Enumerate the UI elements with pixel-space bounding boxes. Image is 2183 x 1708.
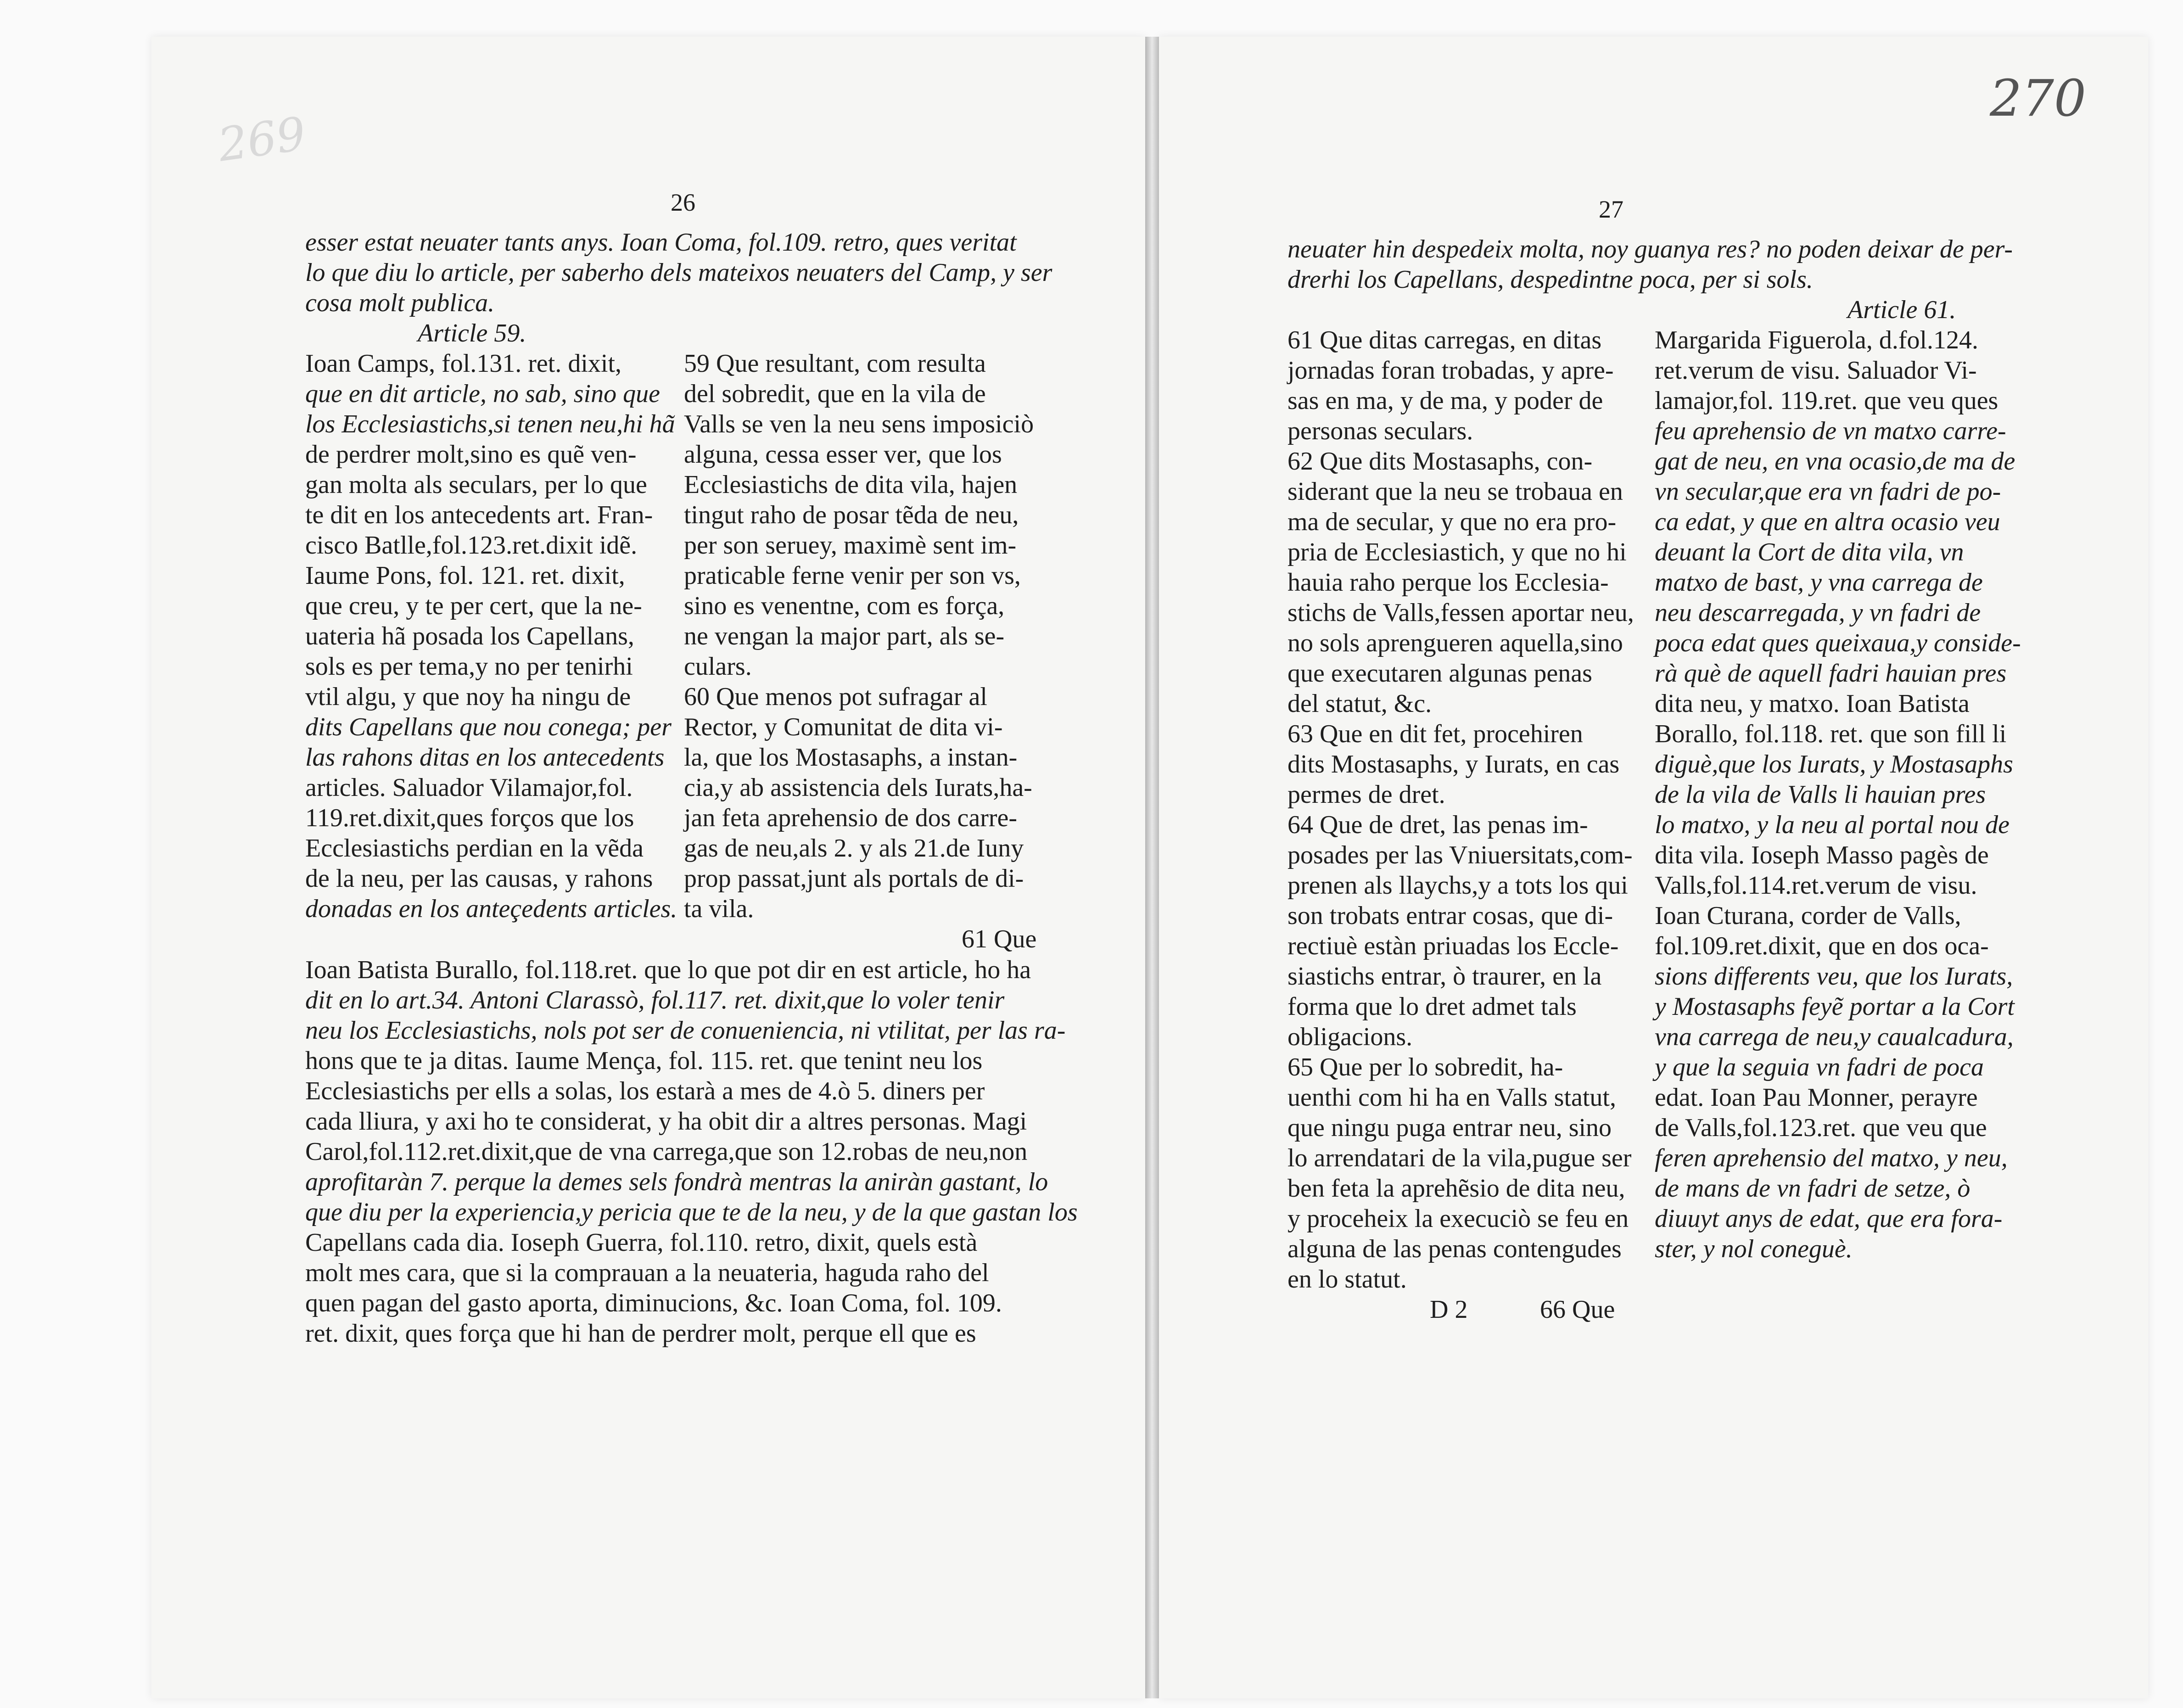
text-line: 60 Que menos pot sufragar al bbox=[684, 683, 987, 711]
text-line: y proceheix la execuciò se feu en bbox=[1287, 1204, 1629, 1233]
text-line: matxo de bast, y vna carrega de bbox=[1655, 568, 1983, 597]
text-line: diguè,que los Iurats, y Mostasaphs bbox=[1655, 750, 2013, 778]
text-line: 65 Que per lo sobredit, ha- bbox=[1287, 1053, 1563, 1081]
text-line: lo matxo, y la neu al portal nou de bbox=[1655, 811, 2010, 839]
text-line: siderant que la neu se trobaua en bbox=[1287, 477, 1623, 506]
text-line: de Valls,fol.123.ret. que veu que bbox=[1655, 1114, 1987, 1142]
text-line: y Mostasaphs feyẽ portar a la Cort bbox=[1655, 992, 2015, 1021]
text-line: vna carrega de neu,y caualcadura, bbox=[1655, 1023, 2014, 1051]
text-line: hons que te ja ditas. Iaume Mença, fol. 115. ret. que tenint neu los bbox=[305, 1047, 983, 1075]
text-line: dita vila. Ioseph Masso pagès de bbox=[1655, 841, 1989, 869]
book-gutter bbox=[1145, 37, 1159, 1698]
text-line: 64 Que de dret, las penas im- bbox=[1287, 811, 1588, 839]
text-line: cada lliura, y axi ho te considerat, y ha obit dir a altres personas. Magi bbox=[305, 1107, 1027, 1136]
text-line: uateria hã posada los Capellans, bbox=[305, 622, 634, 650]
text-line: de la vila de Valls li hauian pres bbox=[1655, 780, 1986, 809]
text-line: que executaren algunas penas bbox=[1287, 659, 1592, 688]
page-number-left: 26 bbox=[671, 189, 695, 216]
handwritten-page-number: 270 bbox=[1990, 69, 2086, 128]
text-line: que creu, y te per cert, que la ne- bbox=[305, 592, 642, 620]
text-line: Rector, y Comunitat de dita vi- bbox=[684, 713, 1003, 741]
text-line: Ioan Batista Burallo, fol.118.ret. que lo que pot dir en est article, ho ha bbox=[305, 956, 1031, 984]
text-line: Margarida Figuerola, d.fol.124. bbox=[1655, 326, 1979, 354]
text-line: rectiuè estàn priuadas los Eccle- bbox=[1287, 932, 1619, 960]
text-line: neu los Ecclesiastichs, nols pot ser de conueniencia, ni vtilitat, per las ra- bbox=[305, 1016, 1066, 1045]
text-line: posades per las Vniuersitats,com- bbox=[1287, 841, 1633, 869]
text-line: obligacions. bbox=[1287, 1023, 1413, 1051]
text-line: Ioan Cturana, corder de Valls, bbox=[1655, 902, 1961, 930]
text-line: del statut, &c. bbox=[1287, 689, 1432, 718]
text-line: 62 Que dits Mostasaphs, con- bbox=[1287, 447, 1593, 476]
text-line: drerhi los Capellans, despedintne poca, per si sols. bbox=[1287, 265, 1813, 294]
right-page bbox=[1159, 37, 2148, 1698]
text-line: gat de neu, en vna ocasio,de ma de bbox=[1655, 447, 2015, 476]
text-line: 119.ret.dixit,ques forços que los bbox=[305, 804, 634, 832]
text-line: hauia raho perque los Ecclesia- bbox=[1287, 568, 1609, 597]
text-line: Ecclesiastichs perdian en la vẽda bbox=[305, 834, 644, 862]
text-line: donadas en los anteçedents articles. bbox=[305, 895, 677, 923]
text-line: que en dit article, no sab, sino que bbox=[305, 380, 660, 408]
text-line: vn secular,que era vn fadri de po- bbox=[1655, 477, 2001, 506]
text-line: gas de neu,als 2. y als 21.de Iuny bbox=[684, 834, 1024, 862]
text-line: permes de dret. bbox=[1287, 780, 1445, 809]
text-line: que ningu puga entrar neu, sino bbox=[1287, 1114, 1612, 1142]
text-line: la, que los Mostasaphs, a instan- bbox=[684, 743, 1018, 772]
text-line: neuater hin despedeix molta, noy guanya res? no poden deixar de per- bbox=[1287, 235, 2013, 263]
text-line: ben feta la aprehẽsio de dita neu, bbox=[1287, 1174, 1625, 1203]
text-line: lo que diu lo article, per saberho dels mateixos neuaters del Camp, y ser bbox=[305, 258, 1052, 287]
text-line: pria de Ecclesiastich, y que no hi bbox=[1287, 538, 1627, 566]
text-line: diuuyt anys de edat, que era fora- bbox=[1655, 1204, 2003, 1233]
text-line: no sols aprengueren aquella,sino bbox=[1287, 629, 1623, 657]
text-line: ret. dixit, ques força que hi han de perdrer molt, perque ell que es bbox=[305, 1319, 976, 1348]
text-line: personas seculars. bbox=[1287, 417, 1473, 445]
catchword: 61 Que bbox=[962, 925, 1037, 953]
text-line: ret.verum de visu. Saluador Vi- bbox=[1655, 356, 1977, 385]
text-line: forma que lo dret admet tals bbox=[1287, 992, 1577, 1021]
text-line: lamajor,fol. 119.ret. que veu ques bbox=[1655, 386, 1998, 415]
text-line: praticable ferne venir per son vs, bbox=[684, 561, 1021, 590]
text-line: dits Capellans que nou conega; per bbox=[305, 713, 672, 741]
text-line: lo arrendatari de la vila,pugue ser bbox=[1287, 1144, 1632, 1172]
text-line: poca edat ques queixaua,y conside- bbox=[1655, 629, 2021, 657]
text-line: ma de secular, y que no era pro- bbox=[1287, 508, 1617, 536]
text-line: las rahons ditas en los antecedents bbox=[305, 743, 665, 772]
text-line: te dit en los antecedents art. Fran- bbox=[305, 501, 653, 529]
text-line: quen pagan del gasto aporta, diminucions, &c. Ioan Coma, fol. 109. bbox=[305, 1289, 1002, 1317]
text-line: Iaume Pons, fol. 121. ret. dixit, bbox=[305, 561, 625, 590]
text-line: del sobredit, que en la vila de bbox=[684, 380, 986, 408]
page-number-right: 27 bbox=[1599, 196, 1623, 223]
text-line: cisco Batlle,fol.123.ret.dixit idẽ. bbox=[305, 531, 638, 560]
text-line: deuant la Cort de dita vila, vn bbox=[1655, 538, 1964, 566]
text-line: ca edat, y que en altra ocasio veu bbox=[1655, 508, 2000, 536]
text-line: que diu per la experiencia,y pericia que te de la neu, y de la que gastan los bbox=[305, 1198, 1078, 1226]
text-line: per son seruey, maximè sent im- bbox=[684, 531, 1017, 560]
text-line: prenen als llaychs,y a tots los qui bbox=[1287, 871, 1628, 900]
text-line: dit en lo art.34. Antoni Clarassò, fol.117. ret. dixit,que lo voler tenir bbox=[305, 986, 1005, 1014]
text-line: 63 Que en dit fet, procehiren bbox=[1287, 720, 1583, 748]
text-line: alguna de las penas contengudes bbox=[1287, 1235, 1622, 1263]
text-line: esser estat neuater tants anys. Ioan Coma, fol.109. retro, ques veritat bbox=[305, 228, 1017, 257]
text-line: 61 Que ditas carregas, en ditas bbox=[1287, 326, 1602, 354]
text-line: stichs de Valls,fessen aportar neu, bbox=[1287, 599, 1634, 627]
text-line: alguna, cessa esser ver, que los bbox=[684, 440, 1002, 469]
article-heading: Article 59. bbox=[418, 319, 526, 347]
text-line: gan molta als seculars, per lo que bbox=[305, 470, 647, 499]
text-line: culars. bbox=[684, 652, 752, 681]
text-line: Capellans cada dia. Ioseph Guerra, fol.110. retro, dixit, quels està bbox=[305, 1228, 978, 1257]
text-line: jornadas foran trobadas, y apre- bbox=[1287, 356, 1614, 385]
text-line: son trobats entrar cosas, que di- bbox=[1287, 902, 1613, 930]
text-line: y que la seguia vn fadri de poca bbox=[1655, 1053, 1984, 1081]
text-line: sols es per tema,y no per tenirhi bbox=[305, 652, 633, 681]
text-line: cosa molt publica. bbox=[305, 289, 495, 317]
text-line: articles. Saluador Vilamajor,fol. bbox=[305, 773, 633, 802]
margin-note: 269 bbox=[214, 106, 309, 172]
text-line: feu aprehensio de vn matxo carre- bbox=[1655, 417, 2006, 445]
text-line: feren aprehensio del matxo, y neu, bbox=[1655, 1144, 2008, 1172]
text-line: ne vengan la major part, als se- bbox=[684, 622, 1005, 650]
signature-mark: D 2 bbox=[1430, 1295, 1468, 1324]
text-line: uenthi com hi ha en Valls statut, bbox=[1287, 1083, 1616, 1112]
text-line: dits Mostasaphs, y Iurats, en cas bbox=[1287, 750, 1620, 778]
text-line: rà què de aquell fadri hauian pres bbox=[1655, 659, 2007, 688]
text-line: aprofitaràn 7. perque la demes sels fondrà mentras la aniràn gastant, lo bbox=[305, 1168, 1048, 1196]
text-line: prop passat,junt als portals de di- bbox=[684, 864, 1024, 893]
text-line: vtil algu, y que noy ha ningu de bbox=[305, 683, 631, 711]
text-line: sas en ma, y de ma, y poder de bbox=[1287, 386, 1603, 415]
text-line: ta vila. bbox=[684, 895, 754, 923]
text-line: Carol,fol.112.ret.dixit,que de vna carrega,que son 12.robas de neu,non bbox=[305, 1137, 1028, 1166]
text-line: Ecclesiastichs per ells a solas, los estarà a mes de 4.ò 5. diners per bbox=[305, 1077, 985, 1105]
text-line: sino es venentne, com es força, bbox=[684, 592, 1005, 620]
text-line: tingut raho de posar tẽda de neu, bbox=[684, 501, 1019, 529]
text-line: de mans de vn fadri de setze, ò bbox=[1655, 1174, 1970, 1203]
text-line: los Ecclesiastichs,si tenen neu,hi hã bbox=[305, 410, 675, 438]
article-heading: Article 61. bbox=[1847, 296, 1956, 324]
text-line: Ioan Camps, fol.131. ret. dixit, bbox=[305, 349, 622, 378]
text-line: neu descarregada, y vn fadri de bbox=[1655, 599, 1981, 627]
text-line: ster, y nol coneguè. bbox=[1655, 1235, 1853, 1263]
text-line: 59 Que resultant, com resulta bbox=[684, 349, 986, 378]
text-line: Borallo, fol.118. ret. que son fill li bbox=[1655, 720, 2007, 748]
text-line: cia,y ab assistencia dels Iurats,ha- bbox=[684, 773, 1032, 802]
text-line: fol.109.ret.dixit, que en dos oca- bbox=[1655, 932, 1989, 960]
text-line: Valls se ven la neu sens imposiciò bbox=[684, 410, 1034, 438]
text-line: de la neu, per las causas, y rahons bbox=[305, 864, 653, 893]
text-line: Valls,fol.114.ret.verum de visu. bbox=[1655, 871, 1977, 900]
text-line: jan feta aprehensio de dos carre- bbox=[684, 804, 1018, 832]
text-line: edat. Ioan Pau Monner, perayre bbox=[1655, 1083, 1978, 1112]
text-line: en lo statut. bbox=[1287, 1265, 1407, 1294]
text-line: dita neu, y matxo. Ioan Batista bbox=[1655, 689, 1970, 718]
text-line: Ecclesiastichs de dita vila, hajen bbox=[684, 470, 1018, 499]
text-line: de perdrer molt,sino es quẽ ven- bbox=[305, 440, 637, 469]
text-line: sions differents veu, que los Iurats, bbox=[1655, 962, 2013, 991]
text-line: siastichs entrar, ò traurer, en la bbox=[1287, 962, 1602, 991]
catchword: 66 Que bbox=[1540, 1295, 1615, 1324]
text-line: molt mes cara, que si la comprauan a la neuateria, haguda raho del bbox=[305, 1259, 989, 1287]
left-page bbox=[151, 37, 1145, 1698]
